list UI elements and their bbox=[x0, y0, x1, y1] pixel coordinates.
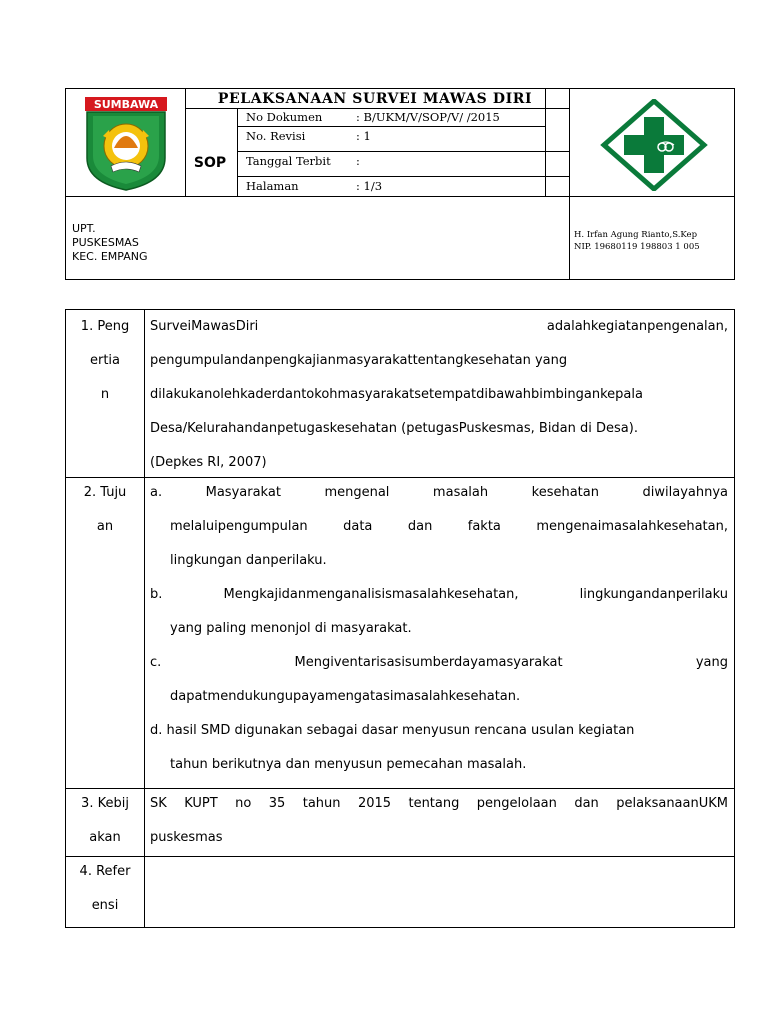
revision-value: : 1 bbox=[356, 129, 371, 143]
section-number-line: 1. Peng bbox=[80, 319, 130, 334]
signer-nip: NIP. 19680119 198803 1 005 bbox=[574, 242, 700, 252]
logo-ribbon-text: SUMBAWA bbox=[93, 98, 159, 111]
body-line: puskesmas bbox=[150, 830, 223, 845]
section-2-body bbox=[150, 476, 728, 782]
document-title: PELAKSANAAN SURVEI MAWAS DIRI bbox=[217, 91, 533, 107]
body-line: c. Mengiventarisasisumberdayamasyarakat yang bbox=[150, 655, 728, 670]
body-line: lingkungan danperilaku. bbox=[170, 553, 327, 568]
section-number-line: ertia bbox=[89, 353, 121, 368]
unit-line: PUSKESMAS bbox=[72, 236, 139, 249]
body-line: (Depkes RI, 2007) bbox=[150, 455, 267, 470]
section-number-line: ensi bbox=[91, 898, 119, 913]
body-line: dilakukanolehkaderdantokohmasyarakatsetempatdibawahbimbingankepala bbox=[150, 387, 643, 402]
section-number-line: 2. Tuju bbox=[83, 485, 127, 500]
section-number-line: an bbox=[96, 519, 114, 534]
header-divider bbox=[185, 89, 186, 196]
body-line: SK KUPT no 35 tahun 2015 tentang pengelolaan dan pelaksanaanUKM bbox=[150, 796, 728, 811]
sop-content-table bbox=[65, 309, 735, 928]
doc-number-value: : B/UKM/V/SOP/V/ /2015 bbox=[356, 110, 500, 124]
header-divider bbox=[66, 196, 735, 197]
section-3-body bbox=[150, 787, 728, 855]
column-divider bbox=[144, 310, 145, 927]
body-line: pengumpulandanpengkajianmasyarakattentangkesehatan yang bbox=[150, 353, 568, 368]
header-divider bbox=[569, 89, 570, 280]
unit-line: UPT. bbox=[72, 222, 96, 235]
header-divider bbox=[237, 108, 238, 196]
unit-line: KEC. EMPANG bbox=[72, 250, 148, 263]
body-line: Desa/Kelurahandanpetugaskesehatan (petugasPuskesmas, Bidan di Desa). bbox=[150, 421, 638, 436]
sop-header-table bbox=[65, 88, 735, 280]
section-1-body bbox=[150, 310, 728, 480]
unit-name bbox=[72, 222, 148, 264]
puskesmas-logo bbox=[600, 99, 708, 191]
section-2-number bbox=[66, 476, 144, 544]
body-line: SurveiMawasDiri adalahkegiatanpengenalan, bbox=[150, 319, 728, 334]
body-line: dapatmendukungupayamengatasimasalahkesehatan. bbox=[170, 689, 521, 704]
issue-date-value: : bbox=[356, 154, 360, 168]
body-line: d. hasil SMD digunakan sebagai dasar menyusun rencana usulan kegiatan bbox=[150, 723, 635, 738]
header-divider bbox=[545, 89, 546, 196]
body-line: a. Masyarakat mengenal masalah kesehatan diwilayahnya bbox=[150, 485, 728, 500]
revision-label: No. Revisi bbox=[246, 129, 306, 143]
body-line: yang paling menonjol di masyarakat. bbox=[170, 621, 412, 636]
section-number-line: 4. Refer bbox=[79, 864, 131, 879]
section-1-number bbox=[66, 310, 144, 412]
doc-number-label: No Dokumen bbox=[246, 110, 323, 124]
section-number-line: 3. Kebij bbox=[81, 796, 129, 811]
row-divider bbox=[66, 856, 735, 857]
section-3-number bbox=[66, 787, 144, 855]
signer-name: H. Irfan Agung Rianto,S.Kep bbox=[574, 230, 698, 240]
signer-block bbox=[574, 229, 700, 253]
sop-label: SOP bbox=[193, 155, 227, 171]
section-number-line: akan bbox=[89, 830, 121, 845]
body-line: b. Mengkajidanmenganalisismasalahkesehatan, lingkungandanperilaku bbox=[150, 587, 728, 602]
page-label: Halaman bbox=[246, 179, 299, 193]
body-line: melaluipengumpulan data dan fakta mengenaimasalahkesehatan, bbox=[170, 519, 728, 534]
section-number-line: n bbox=[100, 387, 110, 402]
body-line: tahun berikutnya dan menyusun pemecahan masalah. bbox=[170, 757, 527, 772]
issue-date-label: Tanggal Terbit bbox=[246, 154, 331, 168]
page-value: : 1/3 bbox=[356, 179, 383, 193]
sumbawa-emblem-logo bbox=[81, 96, 171, 192]
section-4-number bbox=[66, 855, 144, 923]
